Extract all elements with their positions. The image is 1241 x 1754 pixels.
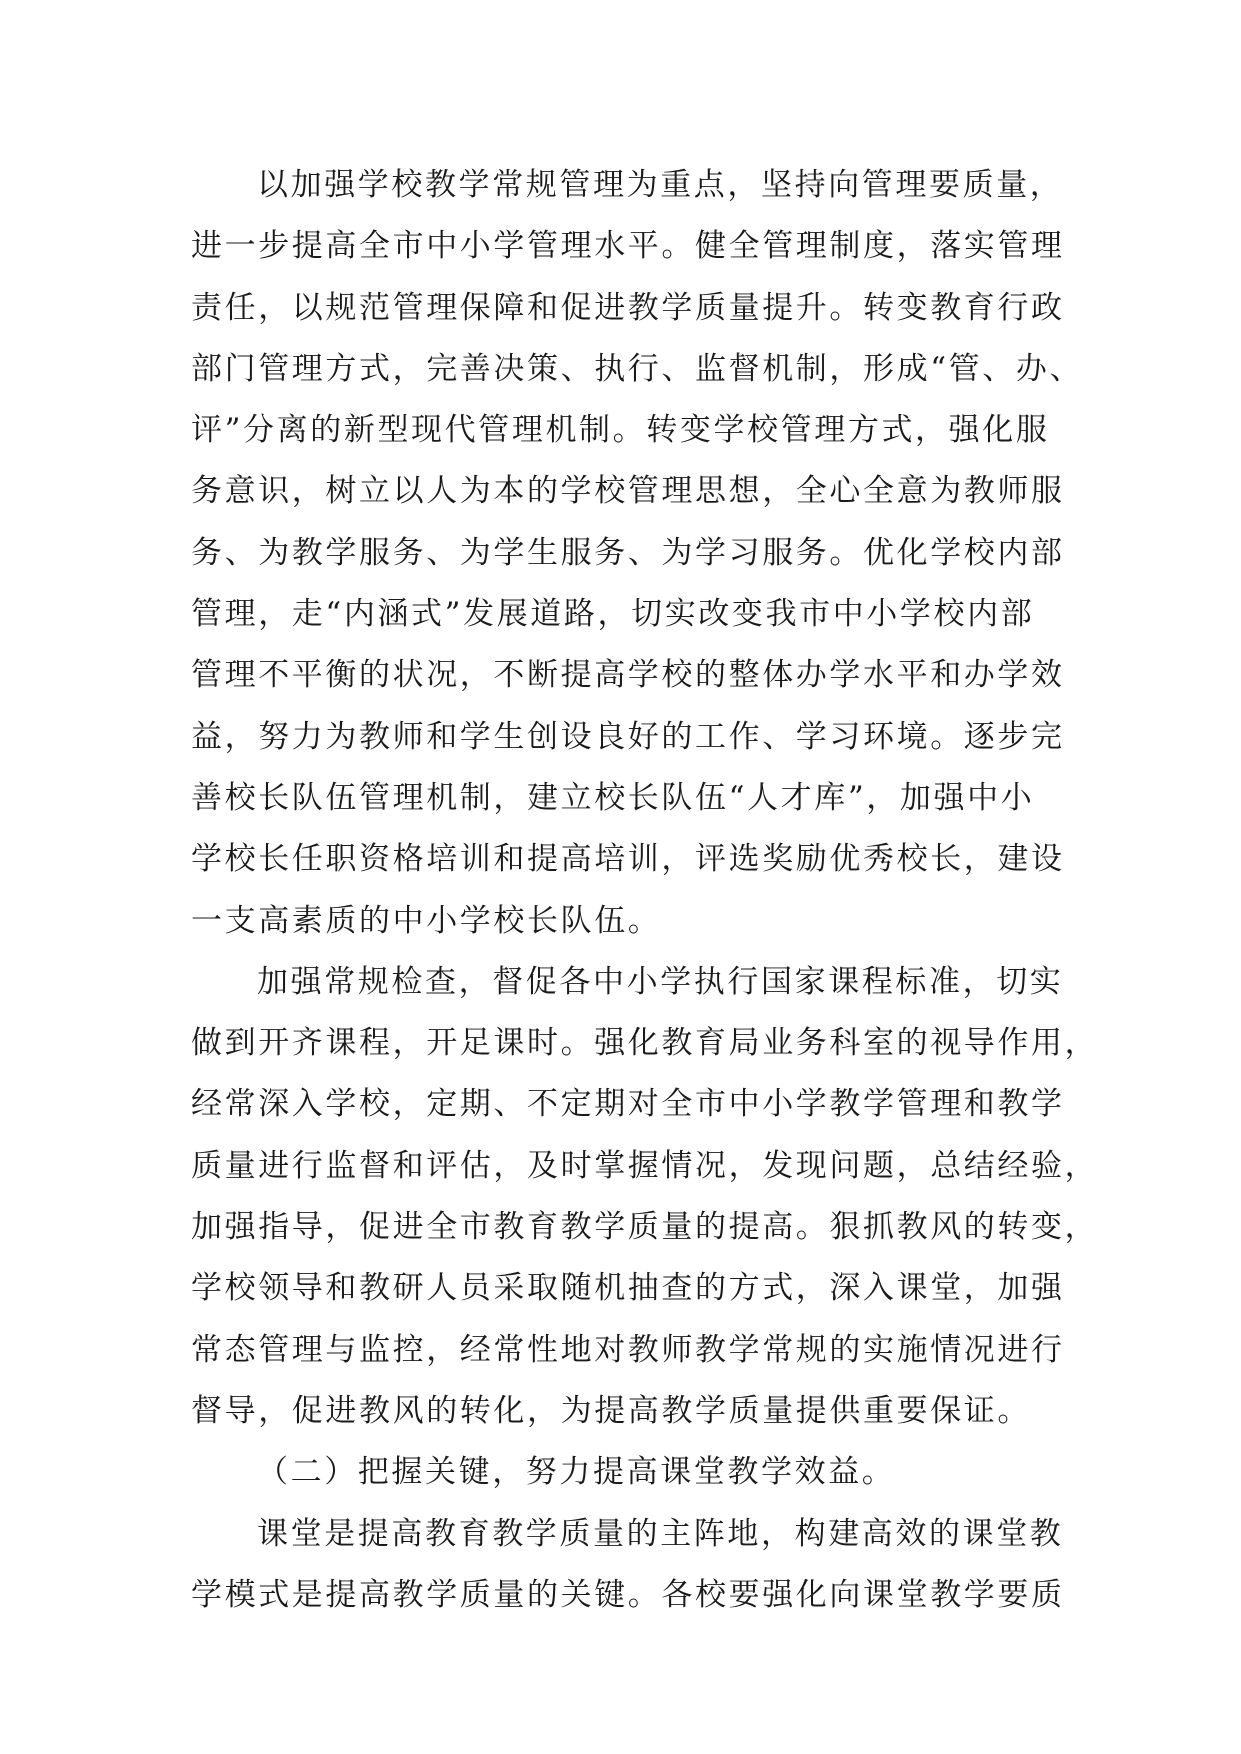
paragraph-line: 学校长任职资格培训和提高培训，评选奖励优秀校长，建设 xyxy=(191,841,1065,878)
paragraph-line: 部门管理方式，完善决策、执行、监督机制，形成“管、办、 xyxy=(191,350,1084,387)
paragraph-line: 益，努力为教师和学生创设良好的工作、学习环境。逐步完 xyxy=(191,718,1065,755)
paragraph-line: 管理不平衡的状况，不断提高学校的整体办学水平和办学效 xyxy=(191,657,1065,694)
paragraph-line: 常态管理与监控，经常性地对教师教学常规的实施情况进行 xyxy=(191,1331,1065,1368)
paragraph-line: 学校领导和教研人员采取随机抽查的方式，深入课堂，加强 xyxy=(191,1270,1065,1307)
paragraph xyxy=(191,155,1084,952)
paragraph-line: 务、为教学服务、为学生服务、为学习服务。优化学校内部 xyxy=(191,534,1065,571)
section-heading xyxy=(191,1442,1057,1503)
paragraph-line: 督导，促进教风的转化，为提高教学质量提供重要保证。 xyxy=(191,1392,1031,1429)
paragraph-line: 一支高素质的中小学校长队伍。 xyxy=(191,902,662,939)
section-heading-line: （二）把握关键，努力提高课堂教学效益。 xyxy=(257,1454,896,1491)
paragraph-line: 管理，走“内涵式”发展道路，切实改变我市中小学校内部 xyxy=(191,596,1035,633)
paragraph-line: 进一步提高全市中小学管理水平。健全管理制度，落实管理 xyxy=(191,228,1065,265)
paragraph-line: 评”分离的新型现代管理机制。转变学校管理方式，强化服 xyxy=(191,412,1050,449)
paragraph-line: 做到开齐课程，开足课时。强化教育局业务科室的视导作用， xyxy=(191,1025,1099,1062)
document-body xyxy=(191,155,1099,1626)
paragraph-line: 加强指导，促进全市教育教学质量的提高。狠抓教风的转变， xyxy=(191,1209,1099,1246)
paragraph-line: 学模式是提高教学质量的关键。各校要强化向课堂教学要质 xyxy=(191,1576,1065,1613)
paragraph-line: 课堂是提高教育教学质量的主阵地，构建高效的课堂教 xyxy=(257,1515,1064,1552)
paragraph-line: 务意识，树立以人为本的学校管理思想，全心全意为教师服 xyxy=(191,473,1065,510)
paragraph-line: 以加强学校教学常规管理为重点，坚持向管理要质量， xyxy=(257,167,1064,203)
paragraph-line: 加强常规检查，督促各中小学执行国家课程标准，切实 xyxy=(257,963,1064,1000)
paragraph xyxy=(191,1504,1065,1627)
paragraph xyxy=(191,952,1099,1442)
paragraph-line: 责任，以规范管理保障和促进教学质量提升。转变教育行政 xyxy=(191,289,1065,326)
paragraph-line: 善校长队伍管理机制，建立校长队伍“人才库”，加强中小 xyxy=(191,779,1035,816)
paragraph-line: 经常深入学校，定期、不定期对全市中小学教学管理和教学 xyxy=(191,1086,1065,1123)
paragraph-line: 质量进行监督和评估，及时掌握情况，发现问题，总结经验， xyxy=(191,1147,1099,1184)
